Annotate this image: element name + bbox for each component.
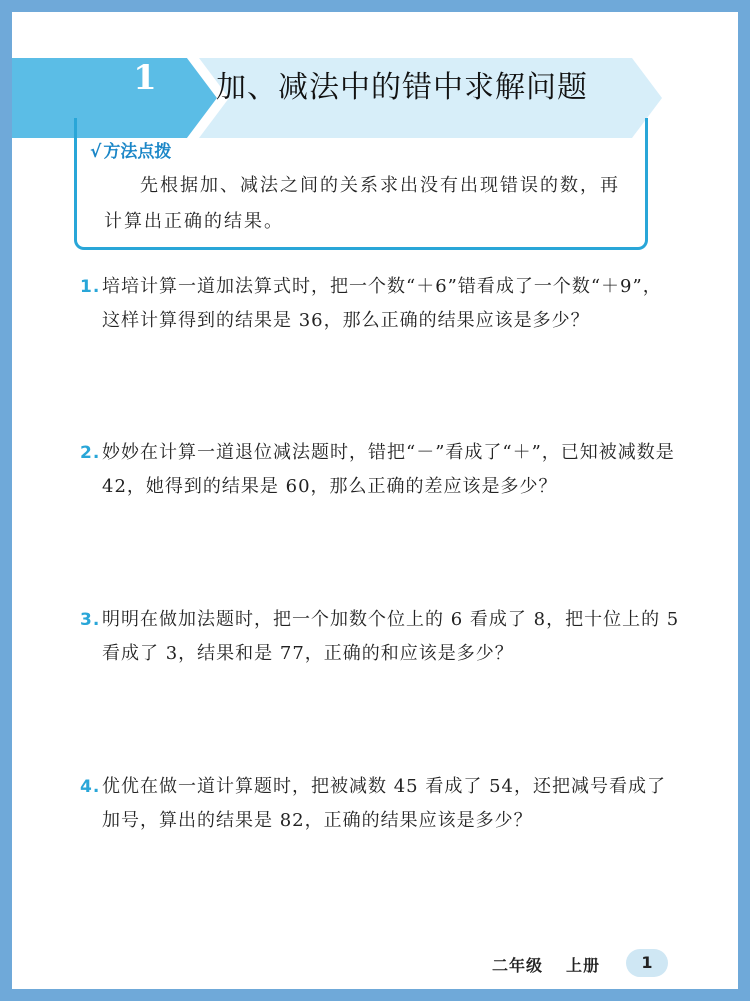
question-number: 4. <box>80 777 101 797</box>
question-2 <box>80 436 680 504</box>
method-tip-heading <box>90 137 171 162</box>
section-title: 加、减法中的错中求解问题 <box>216 70 588 105</box>
footer-grade: 二年级 <box>492 956 544 975</box>
question-text: 培培计算一道加法算式时，把一个数“＋6”错看成了一个数“＋9”，这样计算得到的结果是 36，那么正确的结果应该是多少？ <box>102 276 662 331</box>
question-3 <box>80 603 680 671</box>
footer-volume: 上册 <box>566 956 601 975</box>
page-number-badge: 1 <box>626 949 668 977</box>
question-1 <box>80 270 680 338</box>
question-text: 优优在做一道计算题时，把被减数 45 看成了 54，还把减号看成了加号，算出的结果是 82，正确的结果应该是多少？ <box>102 776 666 831</box>
question-4 <box>80 770 680 838</box>
method-tip-text: 先根据加、减法之间的关系求出没有出现错误的数，再计算出正确的结果。 <box>104 175 620 232</box>
question-number: 3. <box>80 610 101 630</box>
question-text: 明明在做加法题时，把一个加数个位上的 6 看成了 8，把十位上的 5 看成了 3，结果和是 77，正确的和应该是多少？ <box>102 609 680 664</box>
check-icon: √ <box>90 142 102 162</box>
section-number: 1 <box>133 58 157 98</box>
question-text: 妙妙在计算一道退位减法题时，错把“－”看成了“＋”，已知被减数是 42，她得到的结果是 60，那么正确的差应该是多少？ <box>102 442 675 497</box>
question-number: 1. <box>80 277 101 297</box>
method-tip-label: 方法点拨 <box>103 142 172 162</box>
question-number: 2. <box>80 443 101 463</box>
